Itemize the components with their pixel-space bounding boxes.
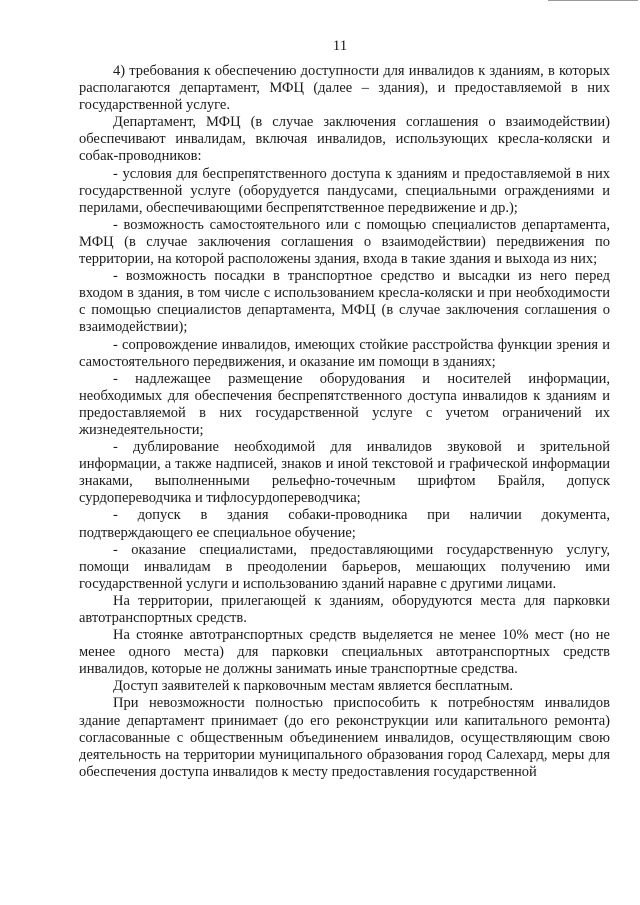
- paragraph-accessibility-requirements: 4) требования к обеспечению доступности для инвалидов к зданиям, в которых располагаются департамент, МФЦ (далее – здания), и предоставляемой в них государственной услуге.: [79, 63, 610, 114]
- list-item-specialist-help: - оказание специалистами, предоставляющими государственную услугу, помощи инвалидам в преодолении барьеров, мешающих получению ими государственной услуги и использованию зданий наравне с другими лицами.: [79, 541, 610, 592]
- list-item-information-equipment: - надлежащее размещение оборудования и носителей информации, необходимых для обеспечения беспрепятственного доступа инвалидов к зданиям и предоставляемой в них государственной услуге с учетом ограничений их жизнедеятельности;: [79, 370, 610, 438]
- scan-corner-mark: [548, 0, 638, 4]
- list-item-access-conditions: - условия для беспрепятственного доступа к зданиям и предоставляемой в них государственной услуге (оборудуется пандусами, специальными ограждениями и перилами, обеспечивающими беспрепятственное передвижение и др.);: [79, 165, 610, 216]
- list-item-guide-dog: - допуск в здания собаки-проводника при наличии документа, подтверждающего ее специальное обучение;: [79, 507, 610, 541]
- paragraph-parking-free: Доступ заявителей к парковочным местам является бесплатным.: [113, 678, 514, 695]
- paragraph-department-provides: Департамент, МФЦ (в случае заключения соглашения о взаимодействии) обеспечивают инвалидам, включая инвалидов, использующих кресла-коляски и собак-проводников:: [79, 114, 610, 165]
- page-number: 11: [332, 38, 348, 54]
- paragraph-building-adaptation: При невозможности полностью приспособить к потребностям инвалидов здание департамент принимает (до его реконструкции или капитального ремонта) согласованные с общественным объединением инвалидов, осуществляющим свою деятельность на территории муниципального образования город Салехард, меры для обеспечения доступа инвалидов к месту предоставления государственной: [79, 695, 610, 780]
- paragraph-parking-quota: На стоянке автотранспортных средств выделяется не менее 10% мест (но не менее одного места) для парковки специальных автотранспортных средств инвалидов, которые не должны занимать иные транспортные средства.: [79, 627, 610, 678]
- list-item-escort: - сопровождение инвалидов, имеющих стойкие расстройства функции зрения и самостоятельного передвижения, и оказание им помощи в зданиях;: [79, 336, 610, 370]
- list-item-vehicle-boarding: - возможность посадки в транспортное средство и высадки из него перед входом в здания, в том числе с использованием кресла-коляски и при необходимости с помощью специалистов департамента, МФЦ (в случае заключения соглашения о взаимодействии);: [79, 268, 610, 336]
- document-body: [79, 63, 610, 781]
- paragraph-parking-territory: На территории, прилегающей к зданиям, оборудуются места для парковки автотранспортных средств.: [79, 592, 610, 626]
- list-item-movement-assistance: - возможность самостоятельного или с помощью специалистов департамента, МФЦ (в случае заключения соглашения о взаимодействии) передвижения по территории, на которой расположены здания, входа в такие здания и выхода из них;: [79, 216, 610, 268]
- list-item-braille-duplication: - дублирование необходимой для инвалидов звуковой и зрительной информации, а также надписей, знаков и иной текстовой и графической информации знаками, выполненными рельефно-точечным шрифтом Брайля, допуск сурдопереводчика и тифлосурдопереводчика;: [79, 439, 610, 507]
